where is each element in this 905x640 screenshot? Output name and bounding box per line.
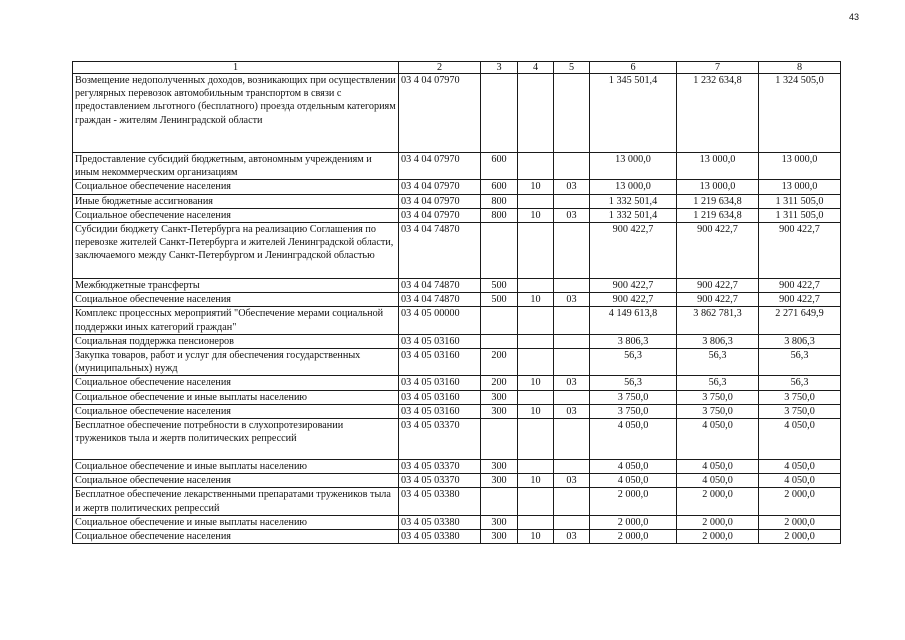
row-section-cell [518,153,554,180]
row-section-cell [518,194,554,208]
row-section-cell [518,279,554,293]
budget-table [72,61,841,544]
row-amount-col8-cell: 1 324 505,0 [759,74,841,153]
row-subsection-cell: 03 [554,530,590,544]
row-code-cell: 03 4 05 03160 [399,404,481,418]
row-subsection-cell [554,223,590,279]
table-row [73,376,841,390]
row-amount-col8-cell: 3 750,0 [759,390,841,404]
row-amount-col8-cell: 4 050,0 [759,460,841,474]
header-cell: 3 [481,62,518,74]
row-section-cell [518,515,554,529]
table-row [73,307,841,334]
row-amount-col8-cell: 3 806,3 [759,334,841,348]
row-amount-col7-cell: 3 750,0 [677,404,759,418]
row-expense-type-cell [481,74,518,153]
row-code-cell: 03 4 05 03380 [399,488,481,515]
row-expense-type-cell: 200 [481,349,518,376]
row-amount-col6-cell: 13 000,0 [590,153,677,180]
row-code-cell: 03 4 05 03370 [399,460,481,474]
row-code-cell: 03 4 04 07970 [399,194,481,208]
header-row [73,62,841,74]
table-row [73,279,841,293]
row-subsection-cell [554,488,590,515]
row-subsection-cell [554,74,590,153]
row-amount-col7-cell: 2 000,0 [677,488,759,515]
row-expense-type-cell: 300 [481,515,518,529]
row-name-cell: Иные бюджетные ассигнования [73,194,399,208]
row-amount-col6-cell: 3 750,0 [590,390,677,404]
row-subsection-cell [554,194,590,208]
row-name-cell: Социальное обеспечение населения [73,404,399,418]
row-name-cell: Социальное обеспечение населения [73,530,399,544]
table-row [73,460,841,474]
row-expense-type-cell: 800 [481,208,518,222]
row-amount-col8-cell: 1 311 505,0 [759,208,841,222]
row-name-cell: Закупка товаров, работ и услуг для обеспечения государственных (муниципальных) нужд [73,349,399,376]
row-expense-type-cell: 300 [481,460,518,474]
header-cell: 7 [677,62,759,74]
header-cell: 5 [554,62,590,74]
row-code-cell: 03 4 05 03160 [399,349,481,376]
table-row [73,474,841,488]
row-amount-col6-cell: 13 000,0 [590,180,677,194]
row-subsection-cell: 03 [554,208,590,222]
header-cell: 4 [518,62,554,74]
row-section-cell: 10 [518,180,554,194]
header-cell: 1 [73,62,399,74]
row-name-cell: Предоставление субсидий бюджетным, автономным учреждениям и иным некоммерческим организациям [73,153,399,180]
row-amount-col7-cell: 4 050,0 [677,460,759,474]
row-section-cell: 10 [518,474,554,488]
row-section-cell [518,334,554,348]
table-row [73,208,841,222]
row-expense-type-cell: 200 [481,376,518,390]
row-code-cell: 03 4 04 07970 [399,208,481,222]
row-amount-col7-cell: 900 422,7 [677,223,759,279]
row-amount-col6-cell: 900 422,7 [590,293,677,307]
row-amount-col6-cell: 900 422,7 [590,223,677,279]
row-amount-col8-cell: 2 271 649,9 [759,307,841,334]
row-amount-col8-cell: 4 050,0 [759,474,841,488]
row-code-cell: 03 4 04 07970 [399,74,481,153]
row-name-cell: Социальное обеспечение населения [73,180,399,194]
row-amount-col7-cell: 1 219 634,8 [677,194,759,208]
row-code-cell: 03 4 05 00000 [399,307,481,334]
row-subsection-cell: 03 [554,376,590,390]
row-expense-type-cell: 300 [481,390,518,404]
row-amount-col7-cell: 13 000,0 [677,153,759,180]
row-amount-col8-cell: 56,3 [759,349,841,376]
row-expense-type-cell: 600 [481,180,518,194]
row-amount-col6-cell: 56,3 [590,349,677,376]
row-name-cell: Социальное обеспечение и иные выплаты населению [73,390,399,404]
row-name-cell: Бесплатное обеспечение лекарственными препаратами тружеников тыла и жертв политических репрессий [73,488,399,515]
table-row [73,334,841,348]
row-name-cell: Комплекс процессных мероприятий "Обеспечение мерами социальной поддержки иных категорий граждан" [73,307,399,334]
row-amount-col6-cell: 2 000,0 [590,488,677,515]
page-number: 43 [848,12,859,22]
row-amount-col7-cell: 56,3 [677,349,759,376]
row-amount-col7-cell: 1 219 634,8 [677,208,759,222]
row-amount-col7-cell: 1 232 634,8 [677,74,759,153]
row-subsection-cell: 03 [554,404,590,418]
row-code-cell: 03 4 05 03160 [399,390,481,404]
row-amount-col7-cell: 3 806,3 [677,334,759,348]
row-subsection-cell [554,515,590,529]
row-name-cell: Социальное обеспечение и иные выплаты населению [73,515,399,529]
row-section-cell [518,74,554,153]
row-section-cell [518,390,554,404]
row-name-cell: Возмещение недополученных доходов, возникающих при осуществлении регулярных перевозок автомобильным транспортом в связи с предоставлением льготного (бесплатного) проезда отдельным категориям граждан - жителям Ленинградской области [73,74,399,153]
row-section-cell [518,349,554,376]
row-expense-type-cell [481,488,518,515]
row-amount-col8-cell: 4 050,0 [759,419,841,460]
row-section-cell: 10 [518,208,554,222]
row-subsection-cell: 03 [554,293,590,307]
row-amount-col6-cell: 1 345 501,4 [590,74,677,153]
table-row [73,419,841,460]
row-amount-col6-cell: 56,3 [590,376,677,390]
row-amount-col7-cell: 13 000,0 [677,180,759,194]
row-code-cell: 03 4 05 03370 [399,419,481,460]
row-name-cell: Социальное обеспечение населения [73,208,399,222]
table-row [73,293,841,307]
row-expense-type-cell: 500 [481,293,518,307]
row-expense-type-cell: 800 [481,194,518,208]
row-expense-type-cell [481,334,518,348]
row-amount-col8-cell: 3 750,0 [759,404,841,418]
row-subsection-cell [554,460,590,474]
row-expense-type-cell [481,419,518,460]
row-amount-col8-cell: 13 000,0 [759,180,841,194]
row-expense-type-cell [481,223,518,279]
row-amount-col8-cell: 1 311 505,0 [759,194,841,208]
row-subsection-cell [554,349,590,376]
row-subsection-cell [554,419,590,460]
row-code-cell: 03 4 04 07970 [399,180,481,194]
row-name-cell: Социальное обеспечение и иные выплаты населению [73,460,399,474]
row-amount-col7-cell: 2 000,0 [677,530,759,544]
row-subsection-cell [554,279,590,293]
row-amount-col6-cell: 3 806,3 [590,334,677,348]
row-amount-col7-cell: 4 050,0 [677,474,759,488]
row-amount-col6-cell: 1 332 501,4 [590,208,677,222]
row-amount-col6-cell: 4 050,0 [590,474,677,488]
header-cell: 6 [590,62,677,74]
row-amount-col6-cell: 4 149 613,8 [590,307,677,334]
table-row [73,515,841,529]
row-section-cell [518,419,554,460]
row-amount-col6-cell: 3 750,0 [590,404,677,418]
row-expense-type-cell: 600 [481,153,518,180]
header-cell: 8 [759,62,841,74]
row-section-cell [518,488,554,515]
table-row [73,180,841,194]
row-amount-col6-cell: 2 000,0 [590,515,677,529]
row-amount-col6-cell: 1 332 501,4 [590,194,677,208]
row-subsection-cell: 03 [554,474,590,488]
table-row [73,349,841,376]
row-section-cell [518,307,554,334]
row-expense-type-cell: 300 [481,404,518,418]
row-amount-col8-cell: 13 000,0 [759,153,841,180]
row-amount-col8-cell: 2 000,0 [759,488,841,515]
table-row [73,223,841,279]
table-row [73,194,841,208]
row-code-cell: 03 4 04 07970 [399,153,481,180]
row-amount-col6-cell: 4 050,0 [590,419,677,460]
row-name-cell: Социальное обеспечение населения [73,376,399,390]
table-row [73,404,841,418]
row-amount-col7-cell: 56,3 [677,376,759,390]
row-amount-col7-cell: 4 050,0 [677,419,759,460]
row-amount-col7-cell: 900 422,7 [677,279,759,293]
row-code-cell: 03 4 05 03370 [399,474,481,488]
row-name-cell: Бесплатное обеспечение потребности в слухопротезировании тружеников тыла и жертв политических репрессий [73,419,399,460]
row-amount-col8-cell: 900 422,7 [759,223,841,279]
table-row [73,530,841,544]
row-amount-col7-cell: 3 750,0 [677,390,759,404]
table-row [73,153,841,180]
row-amount-col6-cell: 2 000,0 [590,530,677,544]
row-name-cell: Межбюджетные трансферты [73,279,399,293]
row-code-cell: 03 4 04 74870 [399,293,481,307]
header-cell: 2 [399,62,481,74]
row-amount-col8-cell: 2 000,0 [759,515,841,529]
row-section-cell [518,223,554,279]
table-row [73,74,841,153]
row-name-cell: Социальное обеспечение населения [73,293,399,307]
row-amount-col8-cell: 2 000,0 [759,530,841,544]
table-row [73,488,841,515]
row-expense-type-cell [481,307,518,334]
row-expense-type-cell: 500 [481,279,518,293]
row-code-cell: 03 4 05 03380 [399,530,481,544]
row-amount-col7-cell: 3 862 781,3 [677,307,759,334]
row-amount-col7-cell: 2 000,0 [677,515,759,529]
row-subsection-cell [554,390,590,404]
row-name-cell: Социальное обеспечение населения [73,474,399,488]
row-subsection-cell [554,334,590,348]
row-code-cell: 03 4 04 74870 [399,223,481,279]
row-amount-col6-cell: 900 422,7 [590,279,677,293]
row-section-cell: 10 [518,530,554,544]
row-section-cell: 10 [518,404,554,418]
row-amount-col8-cell: 900 422,7 [759,279,841,293]
row-amount-col8-cell: 900 422,7 [759,293,841,307]
row-section-cell: 10 [518,293,554,307]
row-amount-col8-cell: 56,3 [759,376,841,390]
row-amount-col7-cell: 900 422,7 [677,293,759,307]
row-name-cell: Социальная поддержка пенсионеров [73,334,399,348]
row-subsection-cell [554,153,590,180]
row-code-cell: 03 4 05 03160 [399,334,481,348]
row-amount-col6-cell: 4 050,0 [590,460,677,474]
row-section-cell [518,460,554,474]
row-expense-type-cell: 300 [481,530,518,544]
row-subsection-cell: 03 [554,180,590,194]
row-code-cell: 03 4 05 03160 [399,376,481,390]
row-expense-type-cell: 300 [481,474,518,488]
row-code-cell: 03 4 05 03380 [399,515,481,529]
row-subsection-cell [554,307,590,334]
row-name-cell: Субсидии бюджету Санкт-Петербурга на реализацию Соглашения по перевозке жителей Санкт-Петербурга и жителей Ленинградской области, заключаемого между Санкт-Петербургом и Ленинградской областью [73,223,399,279]
row-section-cell: 10 [518,376,554,390]
table-row [73,390,841,404]
row-code-cell: 03 4 04 74870 [399,279,481,293]
